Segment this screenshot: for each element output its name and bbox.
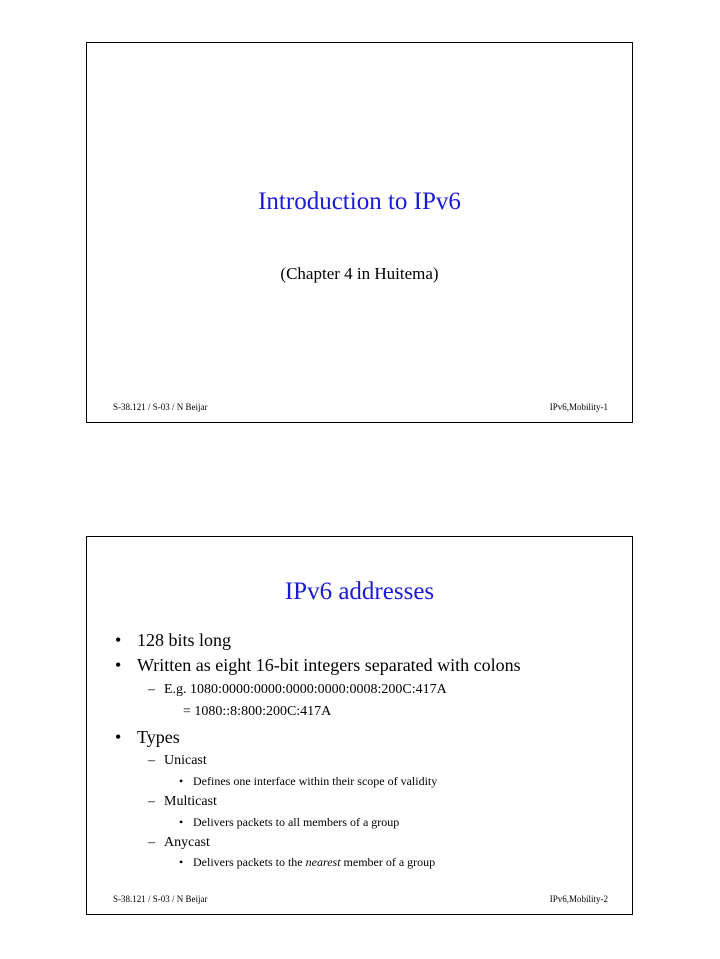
bullet-dot-icon: • [115,655,122,675]
sub-bullet-item: – Multicast [148,794,217,809]
sub-bullet-item: – E.g. 1080:0000:0000:0000:0000:0008:200C:417A [148,682,447,697]
bullet-dot-icon: • [115,727,122,747]
slide-2 [86,536,633,915]
slide-title: IPv6 addresses [284,578,435,605]
footer-left: S-38.121 / S-03 / N Beijar [113,402,208,412]
sub-bullet-item: – Anycast [148,835,210,850]
bullet-dot-icon: • [179,815,184,829]
dash-icon: – [148,753,155,768]
footer-left: S-38.121 / S-03 / N Beijar [113,894,208,904]
dash-icon: – [148,794,155,809]
footer-right: IPv6,Mobility-1 [549,402,608,412]
bullet-item: • Written as eight 16-bit integers separated with colons [115,655,521,675]
dash-icon: – [148,835,155,850]
footer-right: IPv6,Mobility-2 [549,894,608,904]
bullet-item: • 128 bits long [115,630,232,650]
emphasis-text: nearest [305,855,341,869]
bullet-dot-icon: • [115,630,122,650]
dash-icon: – [148,682,155,697]
bullet-item: • Types [115,727,180,747]
sub-sub-bullet-item: • Delivers packets to the nearest member of a group [179,855,436,869]
sub-sub-bullet-item: • Defines one interface within their scope of validity [179,774,438,788]
bullet-dot-icon: • [179,855,184,869]
slide-title: Introduction to IPv6 [258,188,461,215]
sub-bullet-continuation: = 1080::8:800:200C:417A [183,704,332,719]
sub-sub-bullet-item: • Delivers packets to all members of a group [179,815,400,829]
bullet-dot-icon: • [179,774,184,788]
slide-1 [86,42,633,423]
slide-subtitle: (Chapter 4 in Huitema) [280,264,439,283]
sub-bullet-item: – Unicast [148,753,207,768]
